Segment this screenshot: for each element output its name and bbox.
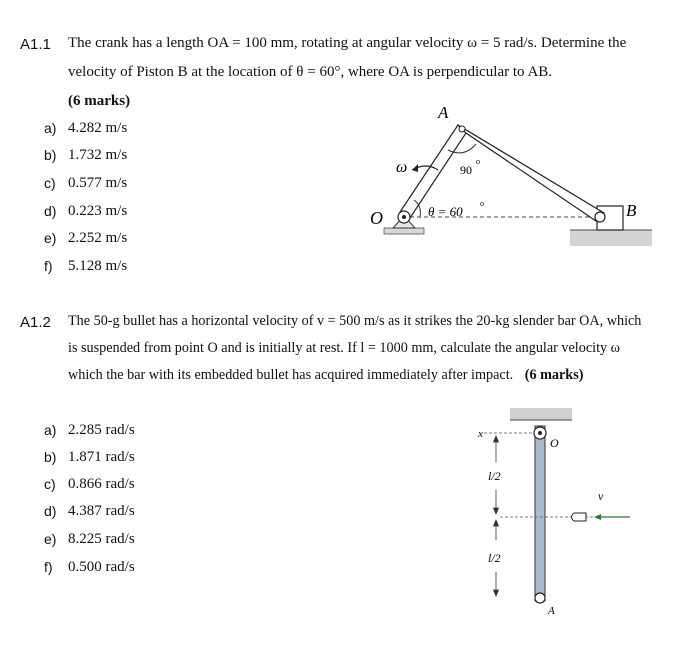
label-v: v xyxy=(598,489,604,503)
option-label: a) xyxy=(44,120,57,136)
option-label: a) xyxy=(44,422,57,438)
option-label: e) xyxy=(44,531,57,547)
q1-option-c[interactable] xyxy=(44,175,128,193)
option-value: 8.225 rad/s xyxy=(68,531,135,547)
label-x: x xyxy=(478,428,483,440)
option-value: 5.128 m/s xyxy=(68,258,128,274)
label-half-upper: l/2 xyxy=(488,469,501,483)
option-value: 2.285 rad/s xyxy=(68,422,135,438)
label-o: O xyxy=(550,436,559,450)
option-value: 2.252 m/s xyxy=(68,230,128,246)
bullet xyxy=(572,513,587,521)
option-label: f) xyxy=(44,559,53,575)
label-o: O xyxy=(370,208,383,228)
q1-option-d[interactable] xyxy=(44,203,128,221)
label-theta: θ = 60 xyxy=(428,204,463,219)
option-label: c) xyxy=(44,175,56,191)
q1-option-a[interactable] xyxy=(44,120,128,138)
slender-bar-figure xyxy=(470,400,650,625)
q1-marks: (6 marks) xyxy=(68,93,131,109)
q2-option-f[interactable] xyxy=(44,559,135,577)
label-a: A xyxy=(548,605,555,617)
end-a xyxy=(535,593,545,603)
ceiling xyxy=(510,408,572,420)
q1-option-b[interactable] xyxy=(44,147,128,165)
option-label: b) xyxy=(44,449,57,465)
q1-option-f[interactable] xyxy=(44,258,128,276)
label-half-lower: l/2 xyxy=(488,551,501,565)
q2-text-line3-body: which the bar with its embedded bullet has acquired immediately after impact. xyxy=(68,367,514,383)
q2-number: A1.2 xyxy=(20,314,51,331)
q2-text-line1: The 50-g bullet has a horizontal velocity of v = 500 m/s as it strikes the 20-kg slender bar OA, which xyxy=(68,313,642,329)
option-label: f) xyxy=(44,258,53,274)
label-degree-60: o xyxy=(480,199,484,208)
option-value: 1.732 m/s xyxy=(68,147,128,163)
option-label: d) xyxy=(44,503,57,519)
label-90: 90 xyxy=(460,163,472,177)
option-value: 0.500 rad/s xyxy=(68,559,135,575)
q1-option-e[interactable] xyxy=(44,230,128,248)
q2-text-line2: is suspended from point O and is initially at rest. If l = 1000 mm, calculate the angular velocity ω xyxy=(68,340,621,356)
option-label: c) xyxy=(44,476,56,492)
pin-a xyxy=(459,126,465,132)
option-value: 1.871 rad/s xyxy=(68,449,135,465)
q1-text-line1: The crank has a length OA = 100 mm, rotating at angular velocity ω = 5 rad/s. Determine the xyxy=(68,35,627,51)
pin-b xyxy=(595,212,605,222)
label-omega: ω xyxy=(396,159,408,176)
q2-option-d[interactable] xyxy=(44,503,135,521)
option-label: b) xyxy=(44,147,57,163)
slender-bar-oa xyxy=(535,426,545,601)
crank-slider-figure xyxy=(360,100,660,268)
q2-option-a[interactable] xyxy=(44,422,135,440)
q2-marks: (6 marks) xyxy=(524,367,584,383)
option-value: 0.223 m/s xyxy=(68,203,128,219)
q2-text-line3 xyxy=(68,367,583,384)
label-b: B xyxy=(626,201,637,220)
dimension-lines xyxy=(494,436,499,596)
q2-option-e[interactable] xyxy=(44,531,135,549)
option-value: 4.387 rad/s xyxy=(68,503,135,519)
label-degree-90: o xyxy=(476,157,480,166)
q1-number: A1.1 xyxy=(20,36,51,53)
q1-text-line2: velocity of Piston B at the location of θ = 60°, where OA is perpendicular to AB. xyxy=(68,64,553,80)
option-value: 0.866 rad/s xyxy=(68,476,135,492)
q2-option-b[interactable] xyxy=(44,449,135,467)
option-label: e) xyxy=(44,230,57,246)
option-label: d) xyxy=(44,203,57,219)
q2-option-c[interactable] xyxy=(44,476,135,494)
ground-b xyxy=(570,230,652,246)
option-value: 0.577 m/s xyxy=(68,175,128,191)
label-a: A xyxy=(438,103,449,122)
option-value: 4.282 m/s xyxy=(68,120,128,136)
